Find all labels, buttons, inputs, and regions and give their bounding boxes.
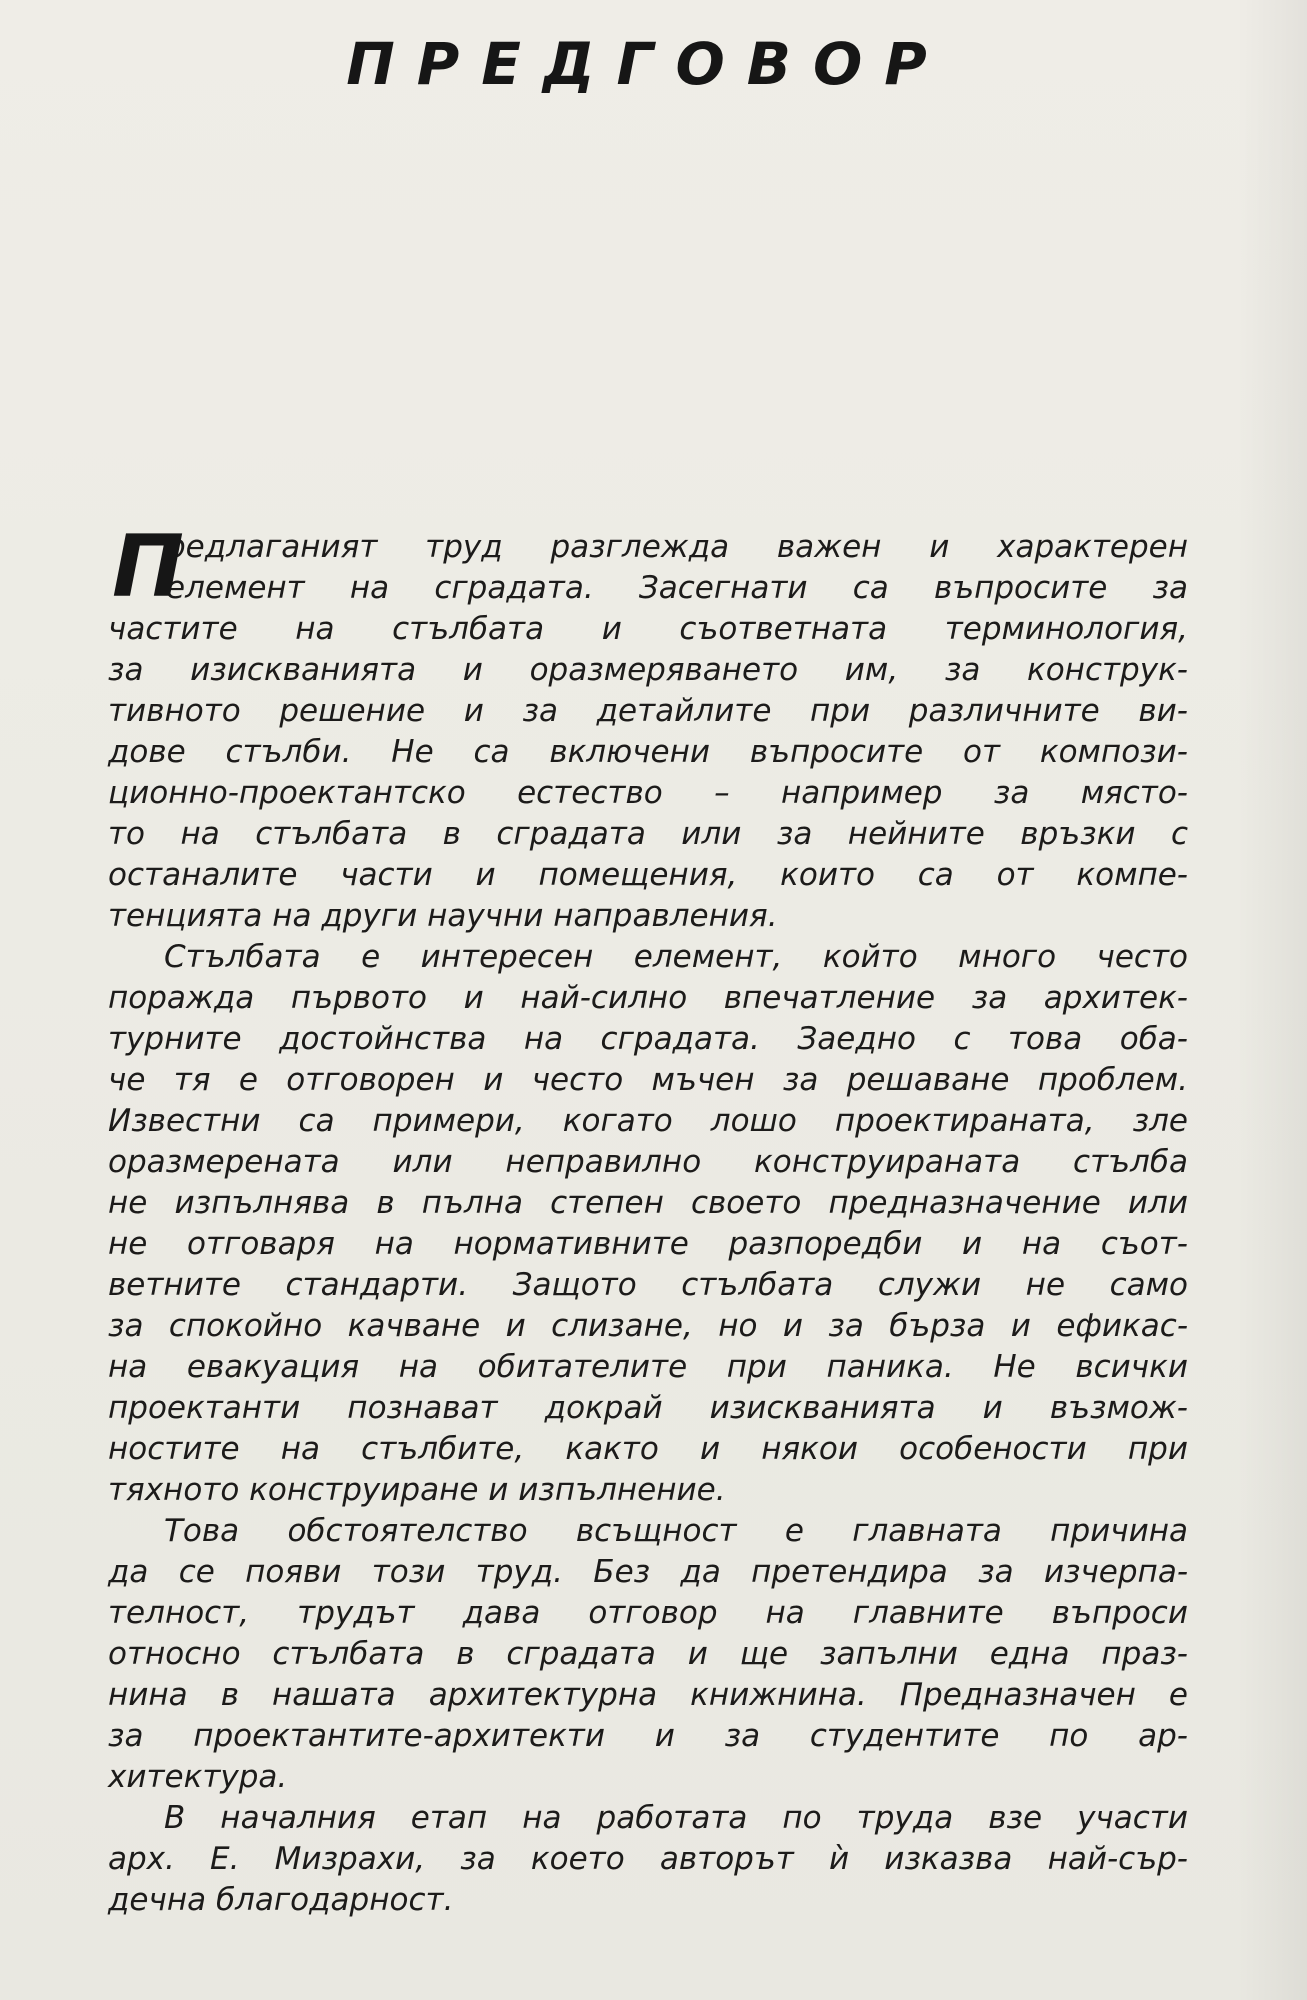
text-line: частите на стълбата и съответната терминология, xyxy=(108,611,1188,647)
text-line: дове стълби. Не са включени въпросите от компози- xyxy=(108,734,1188,770)
text-line: относно стълбата в сградата и ще запълни една праз- xyxy=(108,1636,1188,1672)
drop-cap: П xyxy=(112,517,184,617)
text-line: проектанти познават докрай изискванията и възмож- xyxy=(108,1390,1188,1426)
text-line: за проектантите-архитекти и за студентите по ар- xyxy=(108,1718,1188,1754)
text-line: тенцията на други научни направления. xyxy=(108,898,778,934)
text-line: останалите части и помещения, които са от компе- xyxy=(108,857,1188,893)
text-line: П редлаганият труд разглежда важен и характерен xyxy=(112,517,1188,617)
text-line: то на стълбата в сградата или за нейните връзки с xyxy=(108,816,1188,852)
paragraph-4 xyxy=(108,1798,1188,1921)
text-line: В началния етап на работата по труда взе участи xyxy=(164,1800,1188,1836)
text-line: ностите на стълбите, както и някои особености при xyxy=(108,1431,1188,1467)
text-line: за спокойно качване и слизане, но и за бърза и ефикас- xyxy=(108,1308,1188,1344)
text-line: турните достойнства на сградата. Заедно с това оба- xyxy=(108,1021,1188,1057)
text-line: Стълбата е интересен елемент, който много често xyxy=(164,939,1188,975)
text-line: Това обстоятелство всъщност е главната причина xyxy=(164,1513,1188,1549)
text-line: ветните стандарти. Защото стълбата служи не само xyxy=(108,1267,1188,1303)
text-line: нина в нашата архитектурна книжнина. Предназначен е xyxy=(108,1677,1188,1713)
text-line: дечна благодарност. xyxy=(108,1882,454,1918)
page-title: ПРЕДГОВОР xyxy=(346,30,949,98)
text-line: оразмерената или неправилно конструираната стълба xyxy=(108,1144,1188,1180)
text-line: не отговаря на нормативните разпоредби и на съот- xyxy=(108,1226,1188,1262)
text-line: на евакуация на обитателите при паника. Не всички xyxy=(108,1349,1188,1385)
text-line: за изискванията и оразмеряването им, за конструк- xyxy=(108,652,1188,688)
text-line: поражда първото и най-силно впечатление за архитек- xyxy=(108,980,1188,1016)
text-line: ционно-проектантско естество – например за място- xyxy=(108,775,1188,811)
text-line: арх. Е. Мизрахи, за което авторът ѝ изказва най-сър- xyxy=(108,1841,1188,1877)
preface-body xyxy=(108,517,1188,1921)
text-line: тяхното конструиране и изпълнение. xyxy=(108,1472,726,1508)
page-shadow xyxy=(1237,0,1307,2000)
text-line: хитектура. xyxy=(108,1759,288,1795)
text-line: че тя е отговорен и често мъчен за решаване проблем. xyxy=(108,1062,1188,1098)
text-line: елемент на сградата. Засегнати са въпросите за xyxy=(166,570,1188,606)
text-line: телност, трудът дава отговор на главните въпроси xyxy=(108,1595,1188,1631)
text-line: тивното решение и за детайлите при различните ви- xyxy=(108,693,1188,729)
text-line: Известни са примери, когато лошо проектираната, зле xyxy=(108,1103,1188,1139)
text-line: да се появи този труд. Без да претендира за изчерпа- xyxy=(108,1554,1188,1590)
text-line: не изпълнява в пълна степен своето предназначение или xyxy=(108,1185,1188,1221)
paragraph-3 xyxy=(108,1511,1188,1798)
paragraph-2 xyxy=(108,937,1188,1511)
paragraph-1 xyxy=(108,517,1188,937)
